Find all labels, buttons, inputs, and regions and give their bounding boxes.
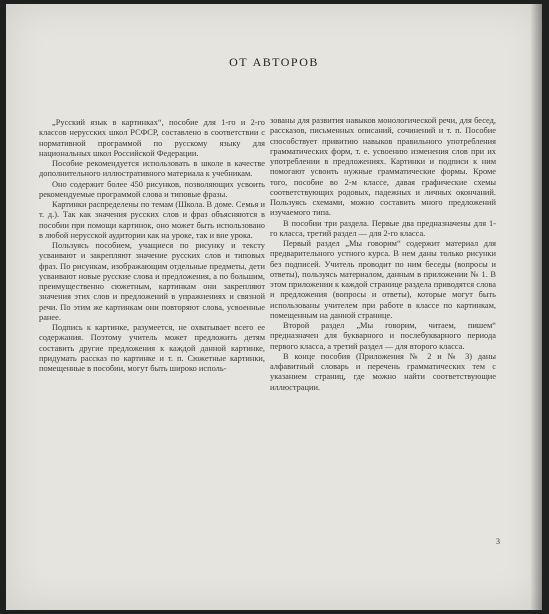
paragraph: Пособие рекомендуется использовать в школе в качестве дополнительного иллюстративного материала к учебникам.: [39, 159, 265, 179]
paragraph: Первый раздел „Мы говорим“ содержит материал для предварительного устного курса. В нем даны только рисунки без подписей. Учитель проводит по ним беседы (вопросы и ответы), пользуясь материалом, данным в приложении № 1. В этом приложении к каждой странице раздела приводятся слова и предложения (вопросы и ответы), которые могут быть использованы учителем при работе в классе по картинкам, помещенным на данной странице.: [270, 239, 496, 320]
paragraph: Подпись к картинке, разумеется, не охватывает всего ее содержания. Поэтому учитель может предложить детям составить другие предложения к каждой данной картинке, придумать рассказ по картинке и т. п. Сюжетные картинки, помещенные в пособии, могут быть широко исполь-: [39, 323, 265, 373]
paragraph: В конце пособия (Приложения № 2 и № 3) даны алфавитный словарь и перечень грамматических тем с указанием страниц, где можно найти соответствующие иллюстрации.: [270, 351, 496, 392]
book-spine-shadow: [530, 4, 542, 610]
page-number: 3: [496, 537, 500, 546]
paragraph: В пособии три раздела. Первые два предназначены для 1-го класса, третий раздел — для 2-го класса.: [270, 218, 496, 238]
paragraph: Оно содержит более 450 рисунков, позволяющих усвоить рекомендуемые программой слова и типовые фразы.: [39, 179, 265, 199]
paragraph: Картинки распределены по темам (Школа. В доме. Семья и т. д.). Так как значения русских слов и фраз объясняются в пособии при помощи картинок, оно может быть использовано в любой нерусской аудитории как на уроке, так и вне урока.: [39, 200, 265, 240]
paragraph: Пользуясь пособием, учащиеся по рисунку и тексту усваивают и закрепляют значение русских слов и типовых фраз. По рисункам, изображающим отдельные предметы, дети усваивают новые русские слова и предложения, а по большим, преимущественно сюжетным, картинкам они закрепляют значения этих слов и предложений в упражнениях и связной речи. По этим же картинкам они повторяют слова, усвоенные ранее.: [39, 241, 265, 322]
paragraph: Второй раздел „Мы говорим, читаем, пишем“ предназначен для букварного и послебукварного периода первого класса, а третий раздел — для второго класса.: [270, 321, 496, 351]
book-page: [6, 4, 542, 610]
paragraph: зованы для развития навыков монологической речи, для бесед, рассказов, письменных описаний, сочинений и т. п. Пособие способствует привитию навыков правильного употребления грамматических форм, т. е. усвоению изменения слов при их употреблении в предложениях. Картинки и подписи к ним помогают усвоить нужные грамматические формы. Кроме того, пособие во 2-м классе, давая графические схемы соответствующих родовых, падежных и личных окончаний. Пользуясь схемами, можно составить много предложений изучаемого типа.: [270, 116, 496, 218]
right-column: [270, 116, 496, 393]
left-column: [39, 118, 265, 374]
paragraph: „Русский язык в картинках“, пособие для 1-го и 2-го классов нерусских школ РСФСР, составлено в соответствии с нормативной программой по русскому языку для национальных школ Российской Федерации.: [39, 118, 265, 158]
page-title: ОТ АВТОРОВ: [229, 55, 319, 69]
